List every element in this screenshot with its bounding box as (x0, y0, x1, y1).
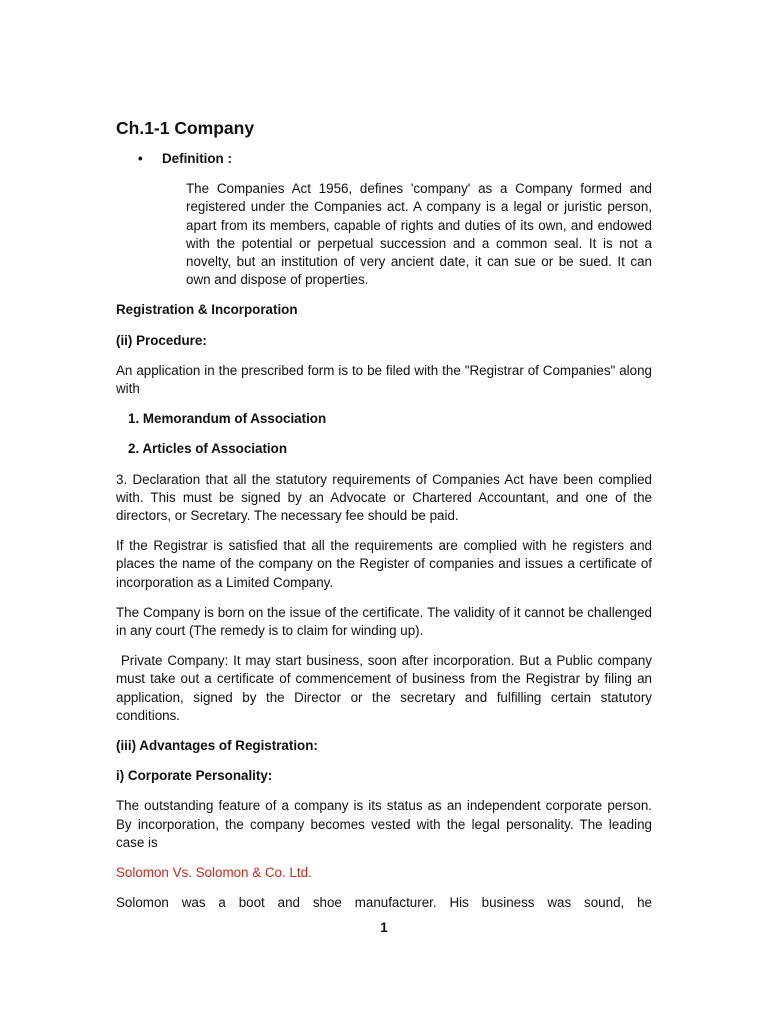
document-content (116, 116, 656, 913)
registrar-paragraph: If the Registrar is satisfied that all the requirements are complied with he registers and places the name of the company on the Register of companies and issues a certificate of incorporation as a Limited Company. (116, 538, 652, 590)
corporate-personality-heading: i) Corporate Personality: (116, 768, 273, 784)
case-paragraph: Solomon was a boot and shoe manufacturer. His business was sound, he (116, 895, 652, 911)
corporate-personality-paragraph: The outstanding feature of a company is its status as an independent corporate person. By incorporation, the company becomes vested with the legal personality. The leading case is (116, 798, 652, 850)
page-number: 1 (380, 920, 388, 935)
procedure-heading: (ii) Procedure: (116, 332, 207, 348)
list-item-articles: 2. Articles of Association (128, 441, 287, 457)
registration-heading: Registration & Incorporation (116, 302, 298, 318)
definition-bullet-item (116, 150, 652, 168)
chapter-heading: Ch.1-1 Company (116, 118, 255, 138)
procedure-intro-paragraph: An application in the prescribed form is to be filed with the "Registrar of Companies" along with (116, 362, 652, 397)
list-item-memorandum: 1. Memorandum of Association (128, 411, 327, 427)
certificate-paragraph: The Company is born on the issue of the certificate. The validity of it cannot be challenged in any court (The remedy is to claim for winding up). (116, 604, 652, 639)
private-company-paragraph: Private Company: It may start business, soon after incorporation. But a Public company must take out a certificate of commencement of business from the Registrar by filing an application, signed by the Director or the secretary and fulfilling certain statutory conditions. (116, 653, 656, 723)
bullet-icon: • (138, 151, 143, 166)
definition-label: Definition : (162, 151, 232, 166)
advantages-heading: (iii) Advantages of Registration: (116, 738, 318, 754)
declaration-paragraph: 3. Declaration that all the statutory requirements of Companies Act have been complied with. This must be signed by an Advocate or Chartered Accountant, and one of the directors, or Secretary. The necessary fee should be paid. (116, 471, 652, 524)
definition-paragraph: The Companies Act 1956, defines 'company' as a Company formed and registered under the Companies act. A company is a legal or juristic person, apart from its members, capable of rights and duties of its own, and endowed with the potential or perpetual succession and a common seal. It is not a novelty, but an institution of very ancient date, it can sue or be sued. It can own and dispose of properties. (186, 181, 652, 288)
case-title: Solomon Vs. Solomon & Co. Ltd. (116, 865, 312, 881)
